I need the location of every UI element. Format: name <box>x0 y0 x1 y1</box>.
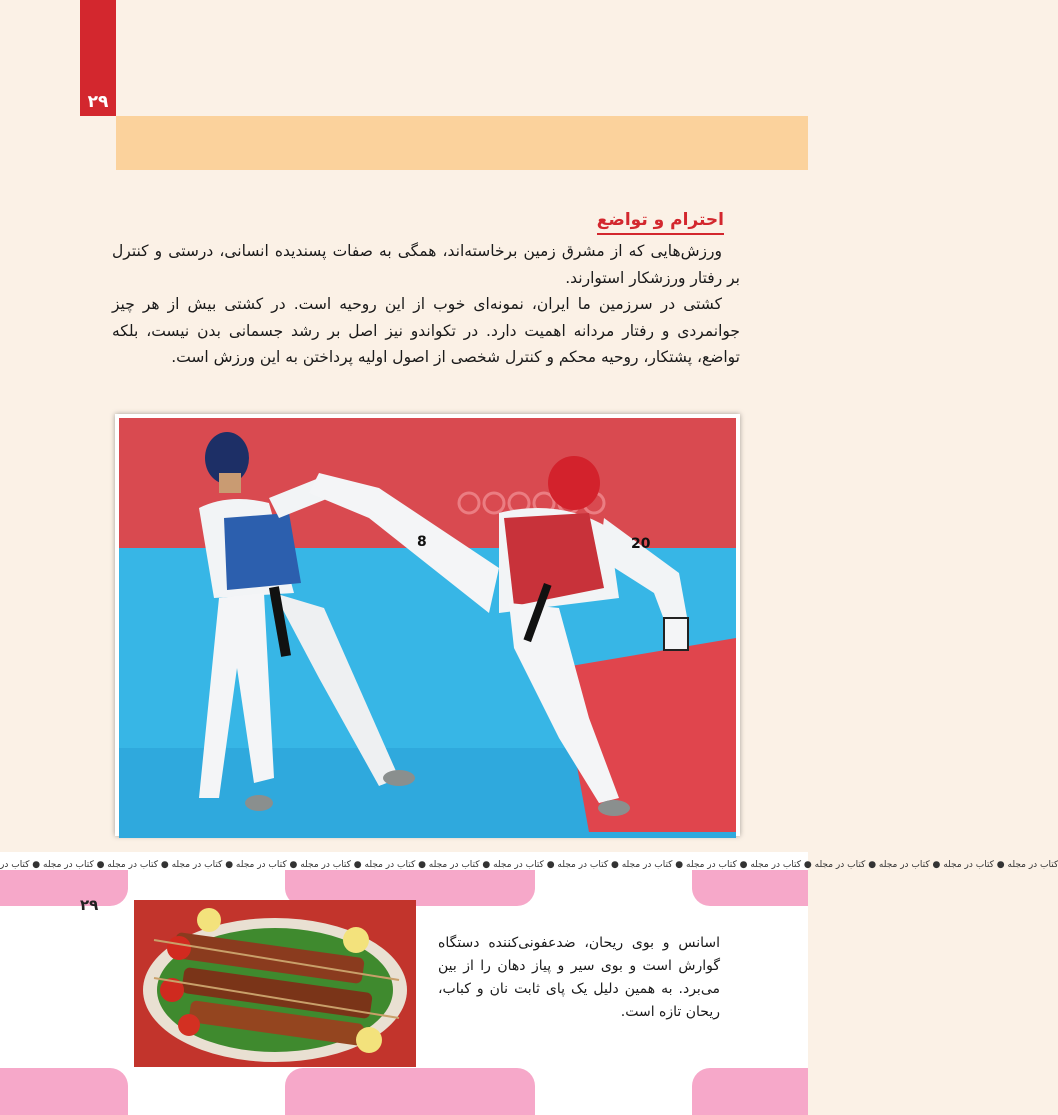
header-band <box>116 116 808 170</box>
magazine-page <box>0 870 808 1115</box>
paragraph: کشتی در سرزمین ما ایران، نمونه‌ای خوب از این روحیه است. در کشتی بیش از هر چیز جوانمردی و رفتار مردانه اهمیت دارد. در تکواندو نیز اصل بر رشد جسمانی بدن نیست، بلکه تواضع، پشتکار، روحیه محکم و کنترل شخصی از اصول اولیه پرداختن به این ورزش است. <box>112 295 740 366</box>
section-body <box>112 238 740 371</box>
pink-block <box>0 1068 128 1115</box>
bib-number-left: 8 <box>417 534 427 550</box>
kebab-photo <box>134 900 416 1067</box>
magazine-ribbon <box>0 852 1058 870</box>
pink-block <box>0 870 128 906</box>
taekwondo-illustration <box>119 418 736 832</box>
pink-block <box>692 870 808 906</box>
bib-number-right: 20 <box>631 536 651 552</box>
paragraph: ورزش‌هایی که از مشرق زمین برخاسته‌اند، همگی به صفات پسندیده انسانی، درستی و کنترل بر رفتار ورزشکار استوارند. <box>112 242 740 287</box>
page-number: ۲۹ <box>80 896 99 914</box>
basil-text: اسانس و بوی ریحان، ضدعفونی‌کننده دستگاه گوارش است و بوی سیر و پیاز دهان را از بین می‌برد. به همین دلیل یک پای ثابت نان و کباب، ریحان تازه است. <box>438 935 720 1020</box>
taekwondo-photo <box>115 414 740 836</box>
ribbon-text: کتاب در مجله ● کتاب در مجله ● کتاب در مجله ● کتاب در مجله ● کتاب در مجله ● کتاب در مجله ● کتاب در مجله ● کتاب در مجله ● کتاب در مجله ● کتاب در مجله ● کتاب در مجله ● کتاب در مجله ● کتاب در مجله ● کتاب در مجله ● کتاب در مجله ● کتاب در مجله ● کتاب در <box>0 860 1058 870</box>
page-number: ۲۹ <box>87 92 109 112</box>
pink-block <box>692 1068 808 1115</box>
pink-block <box>285 1068 535 1115</box>
section-heading: احترام و تواضع <box>597 210 724 235</box>
